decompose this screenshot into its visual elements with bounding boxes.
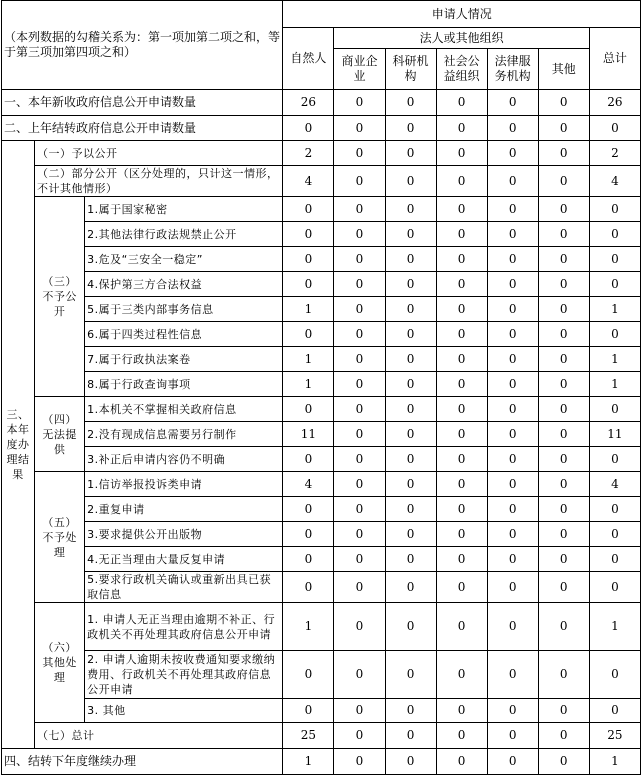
row-label: 1. 申请人无正当理由逾期不补正、行政机关不再处理其政府信息公开申请 <box>85 603 283 651</box>
value-cell: 0 <box>385 497 436 522</box>
value-cell: 0 <box>487 603 538 651</box>
value-cell: 0 <box>334 397 385 422</box>
table-row <box>2 222 641 247</box>
value-cell: 0 <box>334 547 385 572</box>
value-cell: 0 <box>385 247 436 272</box>
value-cell: 1 <box>589 297 640 322</box>
value-cell: 0 <box>436 397 487 422</box>
header-research: 科研机构 <box>385 49 436 90</box>
value-cell: 0 <box>538 522 589 547</box>
value-cell: 0 <box>385 447 436 472</box>
value-cell: 0 <box>334 497 385 522</box>
value-cell: 0 <box>487 572 538 603</box>
value-cell: 0 <box>589 699 640 723</box>
value-cell: 0 <box>487 397 538 422</box>
table-row <box>2 522 641 547</box>
value-cell: 0 <box>334 90 385 116</box>
header-other: 其他 <box>538 49 589 90</box>
value-cell: 0 <box>436 522 487 547</box>
row-label: 3.危及“三安全一稳定” <box>85 247 283 272</box>
value-cell: 0 <box>487 651 538 699</box>
row-label: 3.要求提供公开出版物 <box>85 522 283 547</box>
value-cell: 1 <box>283 347 334 372</box>
value-cell: 0 <box>589 197 640 222</box>
value-cell: 0 <box>589 247 640 272</box>
value-cell: 0 <box>436 297 487 322</box>
value-cell: 0 <box>385 297 436 322</box>
row-label: 2.其他法律行政法规禁止公开 <box>85 222 283 247</box>
header-total: 总计 <box>589 28 640 90</box>
value-cell: 0 <box>283 522 334 547</box>
value-cell: 0 <box>538 297 589 322</box>
value-cell: 1 <box>589 347 640 372</box>
table-row <box>2 651 641 699</box>
value-cell: 0 <box>589 322 640 347</box>
value-cell: 0 <box>283 547 334 572</box>
value-cell: 0 <box>283 222 334 247</box>
table-row <box>2 247 641 272</box>
value-cell: 0 <box>334 422 385 447</box>
value-cell: 0 <box>487 141 538 166</box>
row-label: 4.保护第三方合法权益 <box>85 272 283 297</box>
table-row <box>2 90 641 116</box>
value-cell: 0 <box>538 422 589 447</box>
value-cell: 2 <box>589 141 640 166</box>
value-cell: 0 <box>436 222 487 247</box>
value-cell: 0 <box>436 372 487 397</box>
row-label: 1.属于国家秘密 <box>85 197 283 222</box>
value-cell: 0 <box>334 141 385 166</box>
value-cell: 26 <box>283 90 334 116</box>
table-row <box>2 347 641 372</box>
value-cell: 0 <box>538 347 589 372</box>
value-cell: 0 <box>589 222 640 247</box>
value-cell: 0 <box>334 166 385 197</box>
value-cell: 0 <box>436 166 487 197</box>
value-cell: 0 <box>334 297 385 322</box>
value-cell: 0 <box>487 322 538 347</box>
value-cell: 0 <box>589 547 640 572</box>
value-cell: 0 <box>538 397 589 422</box>
section-label-other-processing: （六）其他处理 <box>35 603 85 723</box>
value-cell: 0 <box>538 547 589 572</box>
table-row <box>2 322 641 347</box>
value-cell: 0 <box>436 699 487 723</box>
table-row <box>2 166 641 197</box>
value-cell: 0 <box>436 497 487 522</box>
value-cell: 0 <box>334 247 385 272</box>
value-cell: 0 <box>487 749 538 775</box>
value-cell: 0 <box>538 749 589 775</box>
table-row <box>2 497 641 522</box>
value-cell: 0 <box>436 422 487 447</box>
value-cell: 0 <box>334 347 385 372</box>
table-row <box>2 603 641 651</box>
value-cell: 0 <box>334 651 385 699</box>
table-row <box>2 422 641 447</box>
value-cell: 0 <box>436 472 487 497</box>
value-cell: 0 <box>436 603 487 651</box>
value-cell: 0 <box>436 347 487 372</box>
value-cell: 0 <box>487 197 538 222</box>
table-row <box>2 572 641 603</box>
value-cell: 4 <box>589 472 640 497</box>
row-label: 2.没有现成信息需要另行制作 <box>85 422 283 447</box>
table-row <box>2 447 641 472</box>
value-cell: 0 <box>283 699 334 723</box>
value-cell: 0 <box>385 522 436 547</box>
value-cell: 0 <box>589 572 640 603</box>
table-row <box>2 116 641 141</box>
table-row <box>2 197 641 222</box>
value-cell: 0 <box>283 651 334 699</box>
value-cell: 0 <box>334 472 385 497</box>
value-cell: 0 <box>487 447 538 472</box>
value-cell: 1 <box>283 372 334 397</box>
value-cell: 0 <box>487 699 538 723</box>
table-row <box>2 272 641 297</box>
header-applicant: 申请人情况 <box>283 1 641 28</box>
value-cell: 0 <box>283 247 334 272</box>
group-label-result: 三、本年度办理结果 <box>2 141 35 749</box>
value-cell: 0 <box>385 322 436 347</box>
section-label-cannot-provide: （四）无法提供 <box>35 397 85 472</box>
value-cell: 0 <box>334 522 385 547</box>
value-cell: 0 <box>334 723 385 749</box>
gov-info-disclosure-table <box>1 0 641 775</box>
value-cell: 0 <box>538 116 589 141</box>
value-cell: 0 <box>589 116 640 141</box>
row-label: 6.属于四类过程性信息 <box>85 322 283 347</box>
value-cell: 0 <box>538 197 589 222</box>
value-cell: 0 <box>589 447 640 472</box>
value-cell: 0 <box>589 397 640 422</box>
value-cell: 0 <box>589 522 640 547</box>
value-cell: 25 <box>283 723 334 749</box>
header-org-group: 法人或其他组织 <box>334 28 589 49</box>
value-cell: 0 <box>334 749 385 775</box>
value-cell: 1 <box>283 603 334 651</box>
value-cell: 0 <box>283 572 334 603</box>
value-cell: 0 <box>589 651 640 699</box>
value-cell: 0 <box>385 572 436 603</box>
value-cell: 4 <box>283 472 334 497</box>
row-label: 4.无正当理由大量反复申请 <box>85 547 283 572</box>
section-label-not-disclosed: （三）不予公开 <box>35 197 85 397</box>
value-cell: 1 <box>589 372 640 397</box>
value-cell: 0 <box>436 547 487 572</box>
value-cell: 11 <box>283 422 334 447</box>
value-cell: 0 <box>538 723 589 749</box>
row-label: 2.重复申请 <box>85 497 283 522</box>
value-cell: 0 <box>334 372 385 397</box>
value-cell: 0 <box>334 572 385 603</box>
value-cell: 0 <box>487 116 538 141</box>
value-cell: 0 <box>436 272 487 297</box>
value-cell: 0 <box>283 322 334 347</box>
value-cell: 0 <box>538 222 589 247</box>
table-row <box>2 699 641 723</box>
value-cell: 0 <box>538 447 589 472</box>
value-cell: 0 <box>385 749 436 775</box>
value-cell: 0 <box>385 116 436 141</box>
value-cell: 0 <box>487 347 538 372</box>
value-cell: 0 <box>334 699 385 723</box>
value-cell: 0 <box>487 372 538 397</box>
value-cell: 0 <box>487 422 538 447</box>
value-cell: 1 <box>589 749 640 775</box>
row-label: 5.属于三类内部事务信息 <box>85 297 283 322</box>
value-cell: 4 <box>283 166 334 197</box>
value-cell: 0 <box>436 247 487 272</box>
header-social: 社会公益组织 <box>436 49 487 90</box>
value-cell: 0 <box>334 197 385 222</box>
table-row <box>2 749 641 775</box>
value-cell: 0 <box>385 272 436 297</box>
value-cell: 0 <box>283 447 334 472</box>
row-label: （一）予以公开 <box>35 141 283 166</box>
value-cell: 0 <box>385 422 436 447</box>
value-cell: 26 <box>589 90 640 116</box>
value-cell: 0 <box>436 723 487 749</box>
value-cell: 0 <box>436 116 487 141</box>
value-cell: 0 <box>487 472 538 497</box>
value-cell: 0 <box>283 116 334 141</box>
table-row <box>2 397 641 422</box>
value-cell: 0 <box>487 522 538 547</box>
table-row <box>2 372 641 397</box>
value-cell: 11 <box>589 422 640 447</box>
value-cell: 0 <box>385 347 436 372</box>
value-cell: 0 <box>436 197 487 222</box>
row-label: 一、本年新收政府信息公开申请数量 <box>2 90 283 116</box>
row-label: （七）总计 <box>35 723 283 749</box>
value-cell: 0 <box>538 651 589 699</box>
value-cell: 0 <box>487 272 538 297</box>
value-cell: 0 <box>589 497 640 522</box>
value-cell: 0 <box>538 472 589 497</box>
value-cell: 0 <box>538 247 589 272</box>
value-cell: 2 <box>283 141 334 166</box>
row-label: 1.信访举报投诉类申请 <box>85 472 283 497</box>
value-cell: 0 <box>283 272 334 297</box>
row-label: 二、上年结转政府信息公开申请数量 <box>2 116 283 141</box>
value-cell: 0 <box>538 572 589 603</box>
value-cell: 0 <box>538 497 589 522</box>
row-label: 3. 其他 <box>85 699 283 723</box>
value-cell: 0 <box>538 322 589 347</box>
value-cell: 0 <box>436 447 487 472</box>
value-cell: 0 <box>385 90 436 116</box>
row-label: 5.要求行政机关确认或重新出具已获取信息 <box>85 572 283 603</box>
value-cell: 0 <box>334 272 385 297</box>
value-cell: 0 <box>436 90 487 116</box>
row-label: 8.属于行政查询事项 <box>85 372 283 397</box>
row-label: 2. 申请人逾期未按收费通知要求缴纳费用、行政机关不再处理其政府信息公开申请 <box>85 651 283 699</box>
value-cell: 0 <box>385 166 436 197</box>
value-cell: 0 <box>487 497 538 522</box>
value-cell: 0 <box>334 322 385 347</box>
value-cell: 0 <box>385 372 436 397</box>
value-cell: 0 <box>283 397 334 422</box>
value-cell: 0 <box>487 547 538 572</box>
table-body <box>2 1 641 775</box>
value-cell: 0 <box>385 723 436 749</box>
row-label: 3.补正后申请内容仍不明确 <box>85 447 283 472</box>
row-label: （二）部分公开（区分处理的，只计这一情形，不计其他情形） <box>35 166 283 197</box>
value-cell: 0 <box>334 603 385 651</box>
value-cell: 0 <box>538 166 589 197</box>
value-cell: 0 <box>436 141 487 166</box>
table-row <box>2 297 641 322</box>
table-row <box>2 141 641 166</box>
value-cell: 0 <box>436 651 487 699</box>
row-label: 四、结转下年度继续办理 <box>2 749 283 775</box>
value-cell: 0 <box>385 197 436 222</box>
value-cell: 0 <box>385 547 436 572</box>
value-cell: 0 <box>487 247 538 272</box>
table-row <box>2 472 641 497</box>
value-cell: 0 <box>334 116 385 141</box>
value-cell: 0 <box>538 141 589 166</box>
value-cell: 0 <box>487 297 538 322</box>
value-cell: 0 <box>589 272 640 297</box>
value-cell: 0 <box>487 723 538 749</box>
value-cell: 0 <box>538 603 589 651</box>
value-cell: 0 <box>385 141 436 166</box>
value-cell: 0 <box>385 699 436 723</box>
value-cell: 0 <box>436 749 487 775</box>
value-cell: 4 <box>589 166 640 197</box>
header-commercial: 商业企业 <box>334 49 385 90</box>
value-cell: 0 <box>385 397 436 422</box>
row-label: 7.属于行政执法案卷 <box>85 347 283 372</box>
value-cell: 25 <box>589 723 640 749</box>
table-row <box>2 547 641 572</box>
table-row <box>2 723 641 749</box>
value-cell: 0 <box>436 572 487 603</box>
row-label: 1.本机关不掌握相关政府信息 <box>85 397 283 422</box>
value-cell: 0 <box>283 197 334 222</box>
value-cell: 0 <box>385 472 436 497</box>
header-legal: 法律服务机构 <box>487 49 538 90</box>
value-cell: 0 <box>487 90 538 116</box>
value-cell: 0 <box>538 699 589 723</box>
value-cell: 1 <box>283 749 334 775</box>
value-cell: 0 <box>538 90 589 116</box>
value-cell: 0 <box>334 222 385 247</box>
header-note: （本列数据的勾稽关系为：第一项加第二项之和，等于第三项加第四项之和） <box>2 1 283 90</box>
value-cell: 0 <box>385 603 436 651</box>
value-cell: 0 <box>385 651 436 699</box>
header-natural-person: 自然人 <box>283 28 334 90</box>
value-cell: 0 <box>385 222 436 247</box>
value-cell: 1 <box>283 297 334 322</box>
value-cell: 0 <box>334 447 385 472</box>
section-label-not-processed: （五）不予处理 <box>35 472 85 603</box>
value-cell: 0 <box>487 222 538 247</box>
value-cell: 1 <box>589 603 640 651</box>
value-cell: 0 <box>538 272 589 297</box>
value-cell: 0 <box>436 322 487 347</box>
value-cell: 0 <box>538 372 589 397</box>
value-cell: 0 <box>487 166 538 197</box>
value-cell: 0 <box>283 497 334 522</box>
